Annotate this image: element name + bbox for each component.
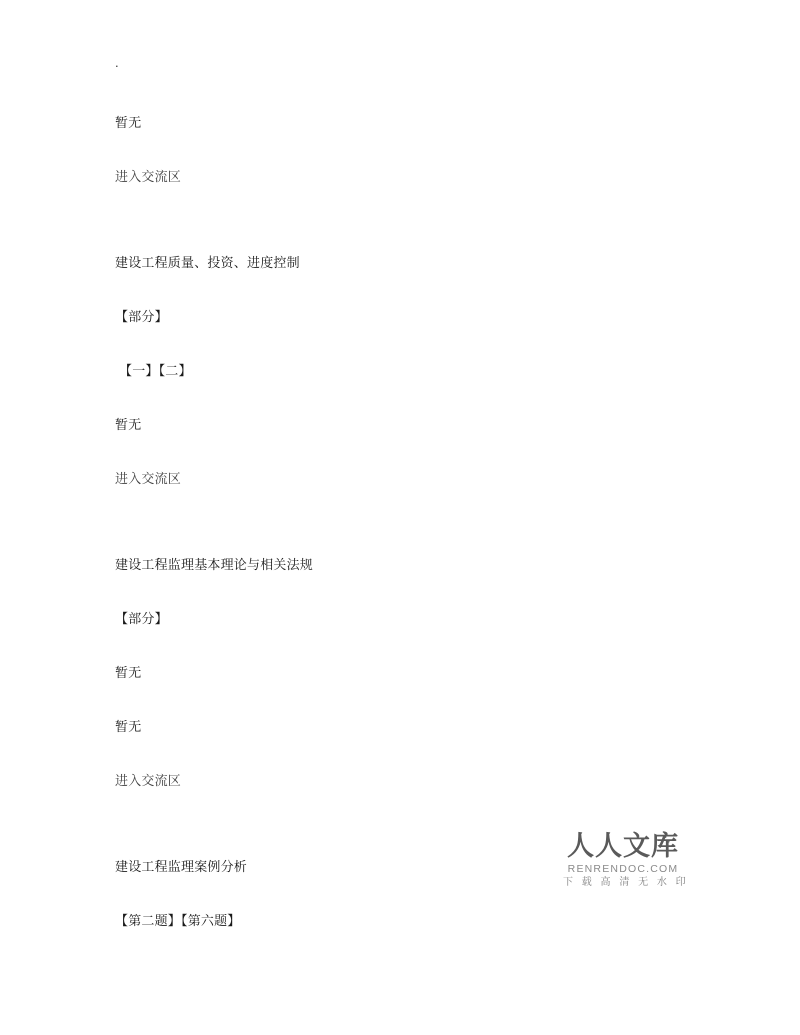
text-line-zanwu-3: 暂无	[115, 665, 142, 680]
text-line-part-1: 【部分】	[115, 309, 168, 324]
text-line-zanwu-2: 暂无	[115, 417, 142, 432]
watermark-brand: 人人文库	[567, 831, 679, 862]
link-enter-forum-3[interactable]: 进入交流区	[115, 773, 182, 788]
text-line-questions: 【第二题】【第六题】	[115, 913, 241, 928]
watermark	[563, 831, 689, 890]
watermark-site: RENRENDOC.COM	[567, 863, 679, 875]
text-line-items-1: 【一】【二】	[119, 363, 192, 378]
heading-basic-theory-and-regulations: 建设工程监理基本理论与相关法规	[115, 557, 314, 572]
heading-case-analysis: 建设工程监理案例分析	[115, 859, 248, 874]
text-line-dot-marker: .	[115, 55, 119, 70]
text-line-part-2: 【部分】	[115, 611, 168, 626]
heading-quality-investment-progress-control: 建设工程质量、投资、进度控制	[115, 255, 300, 270]
document-text-column	[115, 0, 715, 930]
link-enter-forum-1[interactable]: 进入交流区	[115, 169, 182, 184]
text-line-zanwu-4: 暂无	[115, 719, 142, 734]
link-enter-forum-2[interactable]: 进入交流区	[115, 471, 182, 486]
watermark-tagline: 下 载 高 清 无 水 印	[563, 877, 689, 888]
text-line-zanwu-1: 暂无	[115, 115, 142, 130]
